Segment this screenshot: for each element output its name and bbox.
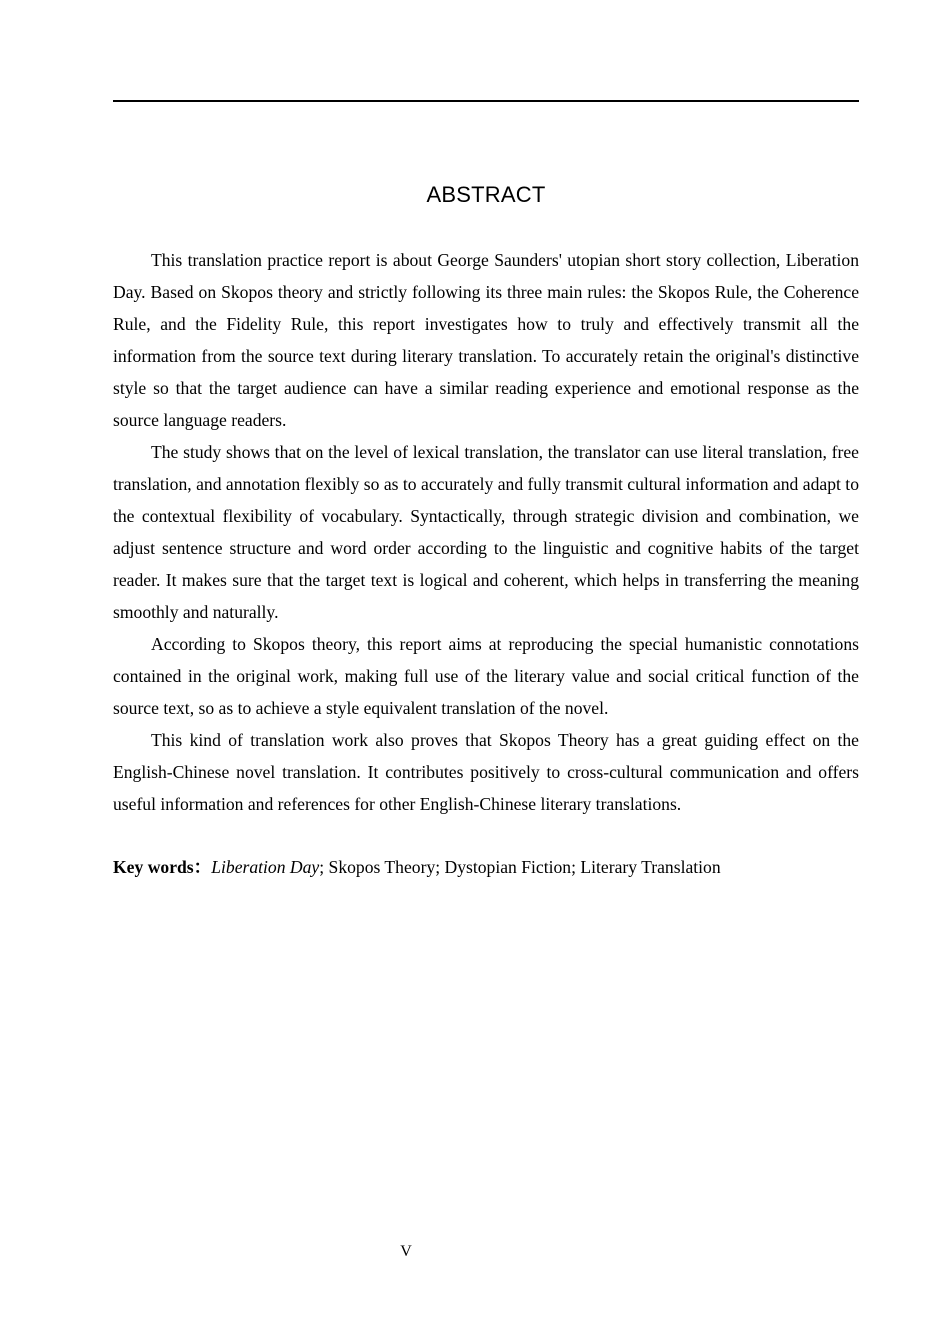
abstract-paragraph-2: The study shows that on the level of lexical translation, the translator can use literal translation, free translation, and annotation flexibly so as to accurately and fully transmit cultural information and adapt to the contextual flexibility of vocabulary. Syntactically, through strategic division and combination, we adjust sentence structure and word order according to the linguistic and cognitive habits of the target reader. It makes sure that the target text is logical and coherent, which helps in transferring the meaning smoothly and naturally. [113, 442, 859, 622]
page-number: V [400, 1243, 412, 1260]
keywords-label: Key words： [113, 857, 212, 877]
abstract-body [113, 244, 859, 820]
abstract-paragraph-1: This translation practice report is about George Saunders' utopian short story collection, Liberation Day. Based on Skopos theory and strictly following its three main rules: the Skopos Rule, the Coherence Rule, and the Fidelity Rule, this report investigates how to truly and effectively transmit all the information from the source text during literary translation. To accurately retain the original's distinctive style so that the target audience can have a similar reading experience and emotional response as the source language readers. [113, 250, 859, 430]
abstract-paragraph-3: According to Skopos theory, this report aims at reproducing the special humanistic connotations contained in the original work, making full use of the literary value and social critical function of the source text, so as to achieve a style equivalent translation of the novel. [113, 634, 859, 718]
abstract-title: ABSTRACT [426, 182, 546, 207]
keywords-list: ; Skopos Theory; Dystopian Fiction; Literary Translation [319, 857, 721, 877]
header-rule [113, 100, 859, 102]
keyword-book-title: Liberation Day [211, 857, 320, 877]
keywords-line [113, 851, 859, 883]
abstract-paragraph-4: This kind of translation work also proves that Skopos Theory has a great guiding effect on the English-Chinese novel translation. It contributes positively to cross-cultural communication and offers useful information and references for other English-Chinese literary translations. [113, 730, 859, 814]
